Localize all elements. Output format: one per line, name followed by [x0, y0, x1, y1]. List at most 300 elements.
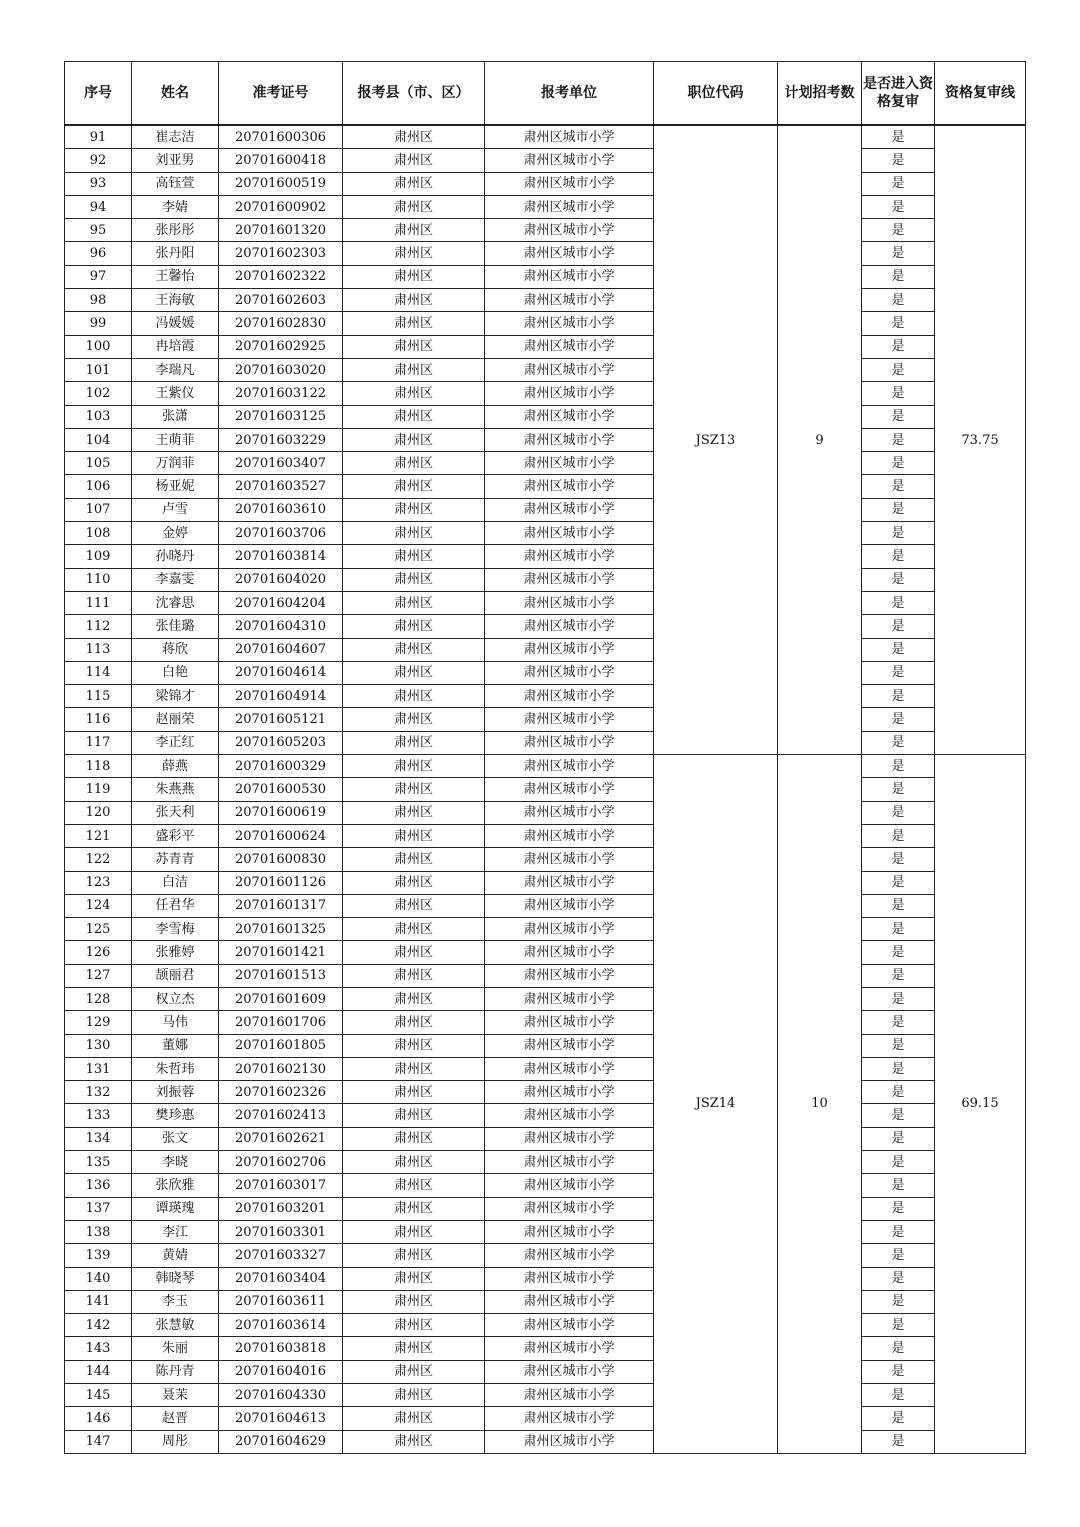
cell-planned: 10	[778, 755, 862, 1454]
cell-county: 肃州区	[343, 358, 485, 381]
cell-county: 肃州区	[343, 1337, 485, 1360]
cell-county: 肃州区	[343, 638, 485, 661]
cell-county: 肃州区	[343, 1104, 485, 1127]
cell-unit: 肃州区城市小学	[485, 1337, 654, 1360]
cell-ticket: 20701604020	[219, 568, 343, 591]
cell-seq: 95	[65, 219, 132, 242]
cell-name: 董娜	[132, 1034, 219, 1057]
table-row	[65, 545, 1026, 568]
cell-county: 肃州区	[343, 522, 485, 545]
cell-county: 肃州区	[343, 871, 485, 894]
cell-enter-review: 是	[862, 1104, 935, 1127]
cell-county: 肃州区	[343, 498, 485, 521]
cell-ticket: 20701604310	[219, 615, 343, 638]
cell-enter-review: 是	[862, 289, 935, 312]
table-row	[65, 941, 1026, 964]
cell-seq: 137	[65, 1197, 132, 1220]
cell-enter-review: 是	[862, 219, 935, 242]
cell-county: 肃州区	[343, 568, 485, 591]
cell-enter-review: 是	[862, 987, 935, 1010]
cell-ticket: 20701603017	[219, 1174, 343, 1197]
cell-unit: 肃州区城市小学	[485, 545, 654, 568]
cell-enter-review: 是	[862, 1384, 935, 1407]
table-row	[65, 778, 1026, 801]
cell-county: 肃州区	[343, 778, 485, 801]
cell-unit: 肃州区城市小学	[485, 1267, 654, 1290]
table-row	[65, 1127, 1026, 1150]
cell-unit: 肃州区城市小学	[485, 801, 654, 824]
table-row	[65, 1081, 1026, 1104]
cell-planned: 9	[778, 125, 862, 755]
cell-enter-review: 是	[862, 1034, 935, 1057]
cell-enter-review: 是	[862, 1057, 935, 1080]
cell-name: 白艳	[132, 661, 219, 684]
cell-county: 肃州区	[343, 1360, 485, 1383]
cell-ticket: 20701600418	[219, 149, 343, 172]
cell-unit: 肃州区城市小学	[485, 1384, 654, 1407]
table-row	[65, 918, 1026, 941]
cell-seq: 97	[65, 265, 132, 288]
cell-county: 肃州区	[343, 1430, 485, 1453]
cell-name: 张慧敏	[132, 1314, 219, 1337]
cell-name: 李玉	[132, 1290, 219, 1313]
cell-unit: 肃州区城市小学	[485, 778, 654, 801]
cell-seq: 127	[65, 964, 132, 987]
cell-unit: 肃州区城市小学	[485, 312, 654, 335]
cell-enter-review: 是	[862, 1407, 935, 1430]
cell-ticket: 20701602413	[219, 1104, 343, 1127]
cell-county: 肃州区	[343, 918, 485, 941]
cell-unit: 肃州区城市小学	[485, 1430, 654, 1453]
table-row	[65, 685, 1026, 708]
cell-county: 肃州区	[343, 149, 485, 172]
cell-enter-review: 是	[862, 1314, 935, 1337]
cell-seq: 144	[65, 1360, 132, 1383]
cell-ticket: 20701603122	[219, 382, 343, 405]
cell-county: 肃州区	[343, 219, 485, 242]
table-row	[65, 568, 1026, 591]
cell-ticket: 20701603610	[219, 498, 343, 521]
table-row	[65, 1151, 1026, 1174]
cell-unit: 肃州区城市小学	[485, 335, 654, 358]
table-row	[65, 1430, 1026, 1453]
cell-enter-review: 是	[862, 382, 935, 405]
table-row	[65, 335, 1026, 358]
table-row	[65, 615, 1026, 638]
cell-ticket: 20701601320	[219, 219, 343, 242]
cell-county: 肃州区	[343, 1267, 485, 1290]
cell-seq: 145	[65, 1384, 132, 1407]
cell-ticket: 20701600830	[219, 848, 343, 871]
cell-county: 肃州区	[343, 615, 485, 638]
cell-seq: 103	[65, 405, 132, 428]
cell-unit: 肃州区城市小学	[485, 1151, 654, 1174]
cell-enter-review: 是	[862, 1430, 935, 1453]
cell-name: 孙晓丹	[132, 545, 219, 568]
cell-seq: 92	[65, 149, 132, 172]
cell-seq: 112	[65, 615, 132, 638]
header-unit: 报考单位	[485, 62, 654, 126]
cell-name: 李正红	[132, 731, 219, 754]
cell-unit: 肃州区城市小学	[485, 591, 654, 614]
table-row	[65, 708, 1026, 731]
cell-name: 金婷	[132, 522, 219, 545]
table-row	[65, 1267, 1026, 1290]
cell-seq: 115	[65, 685, 132, 708]
cell-enter-review: 是	[862, 824, 935, 847]
cell-ticket: 20701603327	[219, 1244, 343, 1267]
cell-county: 肃州区	[343, 428, 485, 451]
cell-ticket: 20701604613	[219, 1407, 343, 1430]
cell-ticket: 20701600530	[219, 778, 343, 801]
cell-county: 肃州区	[343, 1057, 485, 1080]
cell-enter-review: 是	[862, 335, 935, 358]
table-row	[65, 1104, 1026, 1127]
cell-county: 肃州区	[343, 195, 485, 218]
cell-unit: 肃州区城市小学	[485, 1197, 654, 1220]
cell-unit: 肃州区城市小学	[485, 428, 654, 451]
cell-county: 肃州区	[343, 1034, 485, 1057]
cell-county: 肃州区	[343, 591, 485, 614]
cell-name: 张文	[132, 1127, 219, 1150]
cell-unit: 肃州区城市小学	[485, 1104, 654, 1127]
cell-ticket: 20701601325	[219, 918, 343, 941]
cell-ticket: 20701604204	[219, 591, 343, 614]
table-row	[65, 871, 1026, 894]
cell-enter-review: 是	[862, 918, 935, 941]
table-row	[65, 1360, 1026, 1383]
cell-unit: 肃州区城市小学	[485, 219, 654, 242]
cell-ticket: 20701602603	[219, 289, 343, 312]
cell-name: 白洁	[132, 871, 219, 894]
cell-seq: 107	[65, 498, 132, 521]
cell-name: 苏青青	[132, 848, 219, 871]
cell-seq: 116	[65, 708, 132, 731]
cell-unit: 肃州区城市小学	[485, 265, 654, 288]
cell-enter-review: 是	[862, 941, 935, 964]
cell-ticket: 20701602925	[219, 335, 343, 358]
cell-county: 肃州区	[343, 1220, 485, 1243]
cell-county: 肃州区	[343, 312, 485, 335]
header-review-line: 资格复审线	[935, 62, 1026, 126]
cell-county: 肃州区	[343, 941, 485, 964]
cell-name: 颉丽君	[132, 964, 219, 987]
cell-name: 沈睿思	[132, 591, 219, 614]
table-row	[65, 149, 1026, 172]
table-row	[65, 894, 1026, 917]
cell-unit: 肃州区城市小学	[485, 871, 654, 894]
cell-name: 刘振蓉	[132, 1081, 219, 1104]
cell-unit: 肃州区城市小学	[485, 382, 654, 405]
cell-name: 张潇	[132, 405, 219, 428]
cell-review-line: 73.75	[935, 125, 1026, 755]
cell-enter-review: 是	[862, 405, 935, 428]
cell-name: 李瑞凡	[132, 358, 219, 381]
cell-unit: 肃州区城市小学	[485, 824, 654, 847]
cell-ticket: 20701604016	[219, 1360, 343, 1383]
cell-ticket: 20701600624	[219, 824, 343, 847]
cell-seq: 113	[65, 638, 132, 661]
cell-name: 朱哲玮	[132, 1057, 219, 1080]
table-row	[65, 1337, 1026, 1360]
cell-county: 肃州区	[343, 685, 485, 708]
cell-ticket: 20701603611	[219, 1290, 343, 1313]
cell-county: 肃州区	[343, 265, 485, 288]
cell-name: 李嘉雯	[132, 568, 219, 591]
cell-ticket: 20701602830	[219, 312, 343, 335]
table-row	[65, 987, 1026, 1010]
cell-unit: 肃州区城市小学	[485, 242, 654, 265]
cell-seq: 101	[65, 358, 132, 381]
cell-seq: 109	[65, 545, 132, 568]
cell-unit: 肃州区城市小学	[485, 1034, 654, 1057]
cell-ticket: 20701605203	[219, 731, 343, 754]
cell-county: 肃州区	[343, 1011, 485, 1034]
table-row	[65, 1314, 1026, 1337]
cell-enter-review: 是	[862, 894, 935, 917]
cell-seq: 136	[65, 1174, 132, 1197]
cell-county: 肃州区	[343, 801, 485, 824]
cell-name: 谭瑛瑰	[132, 1197, 219, 1220]
cell-name: 盛彩平	[132, 824, 219, 847]
cell-name: 张天利	[132, 801, 219, 824]
cell-county: 肃州区	[343, 1314, 485, 1337]
cell-enter-review: 是	[862, 661, 935, 684]
table-row	[65, 1011, 1026, 1034]
cell-enter-review: 是	[862, 1197, 935, 1220]
table-row	[65, 522, 1026, 545]
cell-unit: 肃州区城市小学	[485, 1011, 654, 1034]
cell-name: 李江	[132, 1220, 219, 1243]
table-row	[65, 498, 1026, 521]
cell-name: 蒋欣	[132, 638, 219, 661]
cell-seq: 93	[65, 172, 132, 195]
cell-name: 马伟	[132, 1011, 219, 1034]
cell-county: 肃州区	[343, 1384, 485, 1407]
cell-seq: 104	[65, 428, 132, 451]
cell-ticket: 20701601513	[219, 964, 343, 987]
cell-seq: 142	[65, 1314, 132, 1337]
cell-county: 肃州区	[343, 824, 485, 847]
cell-enter-review: 是	[862, 1174, 935, 1197]
table-row	[65, 452, 1026, 475]
table-row	[65, 265, 1026, 288]
cell-enter-review: 是	[862, 475, 935, 498]
cell-enter-review: 是	[862, 1081, 935, 1104]
cell-enter-review: 是	[862, 125, 935, 149]
cell-ticket: 20701601126	[219, 871, 343, 894]
cell-seq: 117	[65, 731, 132, 754]
cell-seq: 125	[65, 918, 132, 941]
cell-enter-review: 是	[862, 638, 935, 661]
cell-county: 肃州区	[343, 1081, 485, 1104]
cell-name: 李婧	[132, 195, 219, 218]
cell-enter-review: 是	[862, 591, 935, 614]
cell-county: 肃州区	[343, 661, 485, 684]
cell-name: 张欣雅	[132, 1174, 219, 1197]
cell-unit: 肃州区城市小学	[485, 615, 654, 638]
cell-ticket: 20701603301	[219, 1220, 343, 1243]
cell-name: 李晓	[132, 1151, 219, 1174]
cell-seq: 98	[65, 289, 132, 312]
cell-unit: 肃州区城市小学	[485, 475, 654, 498]
cell-enter-review: 是	[862, 172, 935, 195]
cell-ticket: 20701603020	[219, 358, 343, 381]
cell-seq: 114	[65, 661, 132, 684]
cell-ticket: 20701603404	[219, 1267, 343, 1290]
header-position-code: 职位代码	[654, 62, 778, 126]
cell-ticket: 20701603818	[219, 1337, 343, 1360]
header-enter-review: 是否进入资格复审	[862, 62, 935, 126]
cell-name: 王海敏	[132, 289, 219, 312]
cell-unit: 肃州区城市小学	[485, 848, 654, 871]
cell-seq: 133	[65, 1104, 132, 1127]
cell-unit: 肃州区城市小学	[485, 1220, 654, 1243]
cell-seq: 122	[65, 848, 132, 871]
cell-enter-review: 是	[862, 522, 935, 545]
cell-unit: 肃州区城市小学	[485, 405, 654, 428]
cell-name: 薛燕	[132, 755, 219, 778]
cell-name: 周彤	[132, 1430, 219, 1453]
cell-enter-review: 是	[862, 1011, 935, 1034]
table-row	[65, 1290, 1026, 1313]
cell-seq: 102	[65, 382, 132, 405]
cell-enter-review: 是	[862, 1244, 935, 1267]
cell-ticket: 20701603614	[219, 1314, 343, 1337]
cell-seq: 123	[65, 871, 132, 894]
cell-county: 肃州区	[343, 848, 485, 871]
cell-name: 赵丽荣	[132, 708, 219, 731]
cell-enter-review: 是	[862, 848, 935, 871]
cell-enter-review: 是	[862, 755, 935, 778]
cell-ticket: 20701604330	[219, 1384, 343, 1407]
cell-enter-review: 是	[862, 708, 935, 731]
cell-seq: 118	[65, 755, 132, 778]
cell-ticket: 20701603201	[219, 1197, 343, 1220]
table-row	[65, 358, 1026, 381]
cell-name: 李雪梅	[132, 918, 219, 941]
cell-name: 冯媛媛	[132, 312, 219, 335]
cell-name: 崔志洁	[132, 125, 219, 149]
cell-county: 肃州区	[343, 731, 485, 754]
cell-county: 肃州区	[343, 894, 485, 917]
table-row	[65, 382, 1026, 405]
cell-name: 朱丽	[132, 1337, 219, 1360]
table-body	[65, 125, 1026, 1453]
cell-name: 朱燕燕	[132, 778, 219, 801]
cell-enter-review: 是	[862, 964, 935, 987]
table-row	[65, 964, 1026, 987]
cell-seq: 141	[65, 1290, 132, 1313]
cell-ticket: 20701602326	[219, 1081, 343, 1104]
cell-ticket: 20701600519	[219, 172, 343, 195]
cell-ticket: 20701601317	[219, 894, 343, 917]
cell-enter-review: 是	[862, 685, 935, 708]
table-row	[65, 1057, 1026, 1080]
candidate-table	[64, 61, 1026, 1454]
cell-ticket: 20701602130	[219, 1057, 343, 1080]
cell-enter-review: 是	[862, 1127, 935, 1150]
cell-enter-review: 是	[862, 871, 935, 894]
cell-enter-review: 是	[862, 1337, 935, 1360]
cell-county: 肃州区	[343, 335, 485, 358]
cell-unit: 肃州区城市小学	[485, 1081, 654, 1104]
cell-ticket: 20701601805	[219, 1034, 343, 1057]
cell-ticket: 20701603229	[219, 428, 343, 451]
cell-unit: 肃州区城市小学	[485, 289, 654, 312]
cell-seq: 120	[65, 801, 132, 824]
cell-unit: 肃州区城市小学	[485, 894, 654, 917]
cell-seq: 108	[65, 522, 132, 545]
cell-enter-review: 是	[862, 545, 935, 568]
cell-seq: 135	[65, 1151, 132, 1174]
cell-county: 肃州区	[343, 1127, 485, 1150]
cell-unit: 肃州区城市小学	[485, 1174, 654, 1197]
cell-name: 冉培霞	[132, 335, 219, 358]
cell-county: 肃州区	[343, 452, 485, 475]
cell-ticket: 20701600902	[219, 195, 343, 218]
cell-name: 聂茉	[132, 1384, 219, 1407]
cell-county: 肃州区	[343, 1290, 485, 1313]
cell-seq: 134	[65, 1127, 132, 1150]
cell-ticket: 20701603527	[219, 475, 343, 498]
table-row	[65, 1034, 1026, 1057]
table-row	[65, 731, 1026, 754]
cell-ticket: 20701601421	[219, 941, 343, 964]
cell-unit: 肃州区城市小学	[485, 918, 654, 941]
table-row	[65, 848, 1026, 871]
cell-county: 肃州区	[343, 289, 485, 312]
cell-county: 肃州区	[343, 1407, 485, 1430]
cell-unit: 肃州区城市小学	[485, 685, 654, 708]
cell-county: 肃州区	[343, 405, 485, 428]
table-header	[65, 62, 1026, 126]
cell-ticket: 20701603706	[219, 522, 343, 545]
cell-unit: 肃州区城市小学	[485, 172, 654, 195]
table-row	[65, 755, 1026, 778]
cell-unit: 肃州区城市小学	[485, 149, 654, 172]
cell-seq: 124	[65, 894, 132, 917]
cell-name: 高钰萱	[132, 172, 219, 195]
cell-ticket: 20701602303	[219, 242, 343, 265]
cell-seq: 130	[65, 1034, 132, 1057]
cell-enter-review: 是	[862, 265, 935, 288]
header-planned: 计划招考数	[778, 62, 862, 126]
cell-seq: 128	[65, 987, 132, 1010]
cell-enter-review: 是	[862, 615, 935, 638]
cell-unit: 肃州区城市小学	[485, 195, 654, 218]
cell-seq: 121	[65, 824, 132, 847]
cell-name: 韩晓琴	[132, 1267, 219, 1290]
cell-unit: 肃州区城市小学	[485, 1290, 654, 1313]
header-seq: 序号	[65, 62, 132, 126]
cell-seq: 99	[65, 312, 132, 335]
cell-county: 肃州区	[343, 755, 485, 778]
cell-name: 张丹阳	[132, 242, 219, 265]
cell-name: 樊珍惠	[132, 1104, 219, 1127]
cell-enter-review: 是	[862, 358, 935, 381]
cell-county: 肃州区	[343, 1174, 485, 1197]
cell-enter-review: 是	[862, 568, 935, 591]
cell-county: 肃州区	[343, 475, 485, 498]
cell-enter-review: 是	[862, 242, 935, 265]
cell-name: 任君华	[132, 894, 219, 917]
cell-ticket: 20701604629	[219, 1430, 343, 1453]
cell-seq: 139	[65, 1244, 132, 1267]
table-row	[65, 1197, 1026, 1220]
cell-seq: 110	[65, 568, 132, 591]
cell-ticket: 20701600619	[219, 801, 343, 824]
